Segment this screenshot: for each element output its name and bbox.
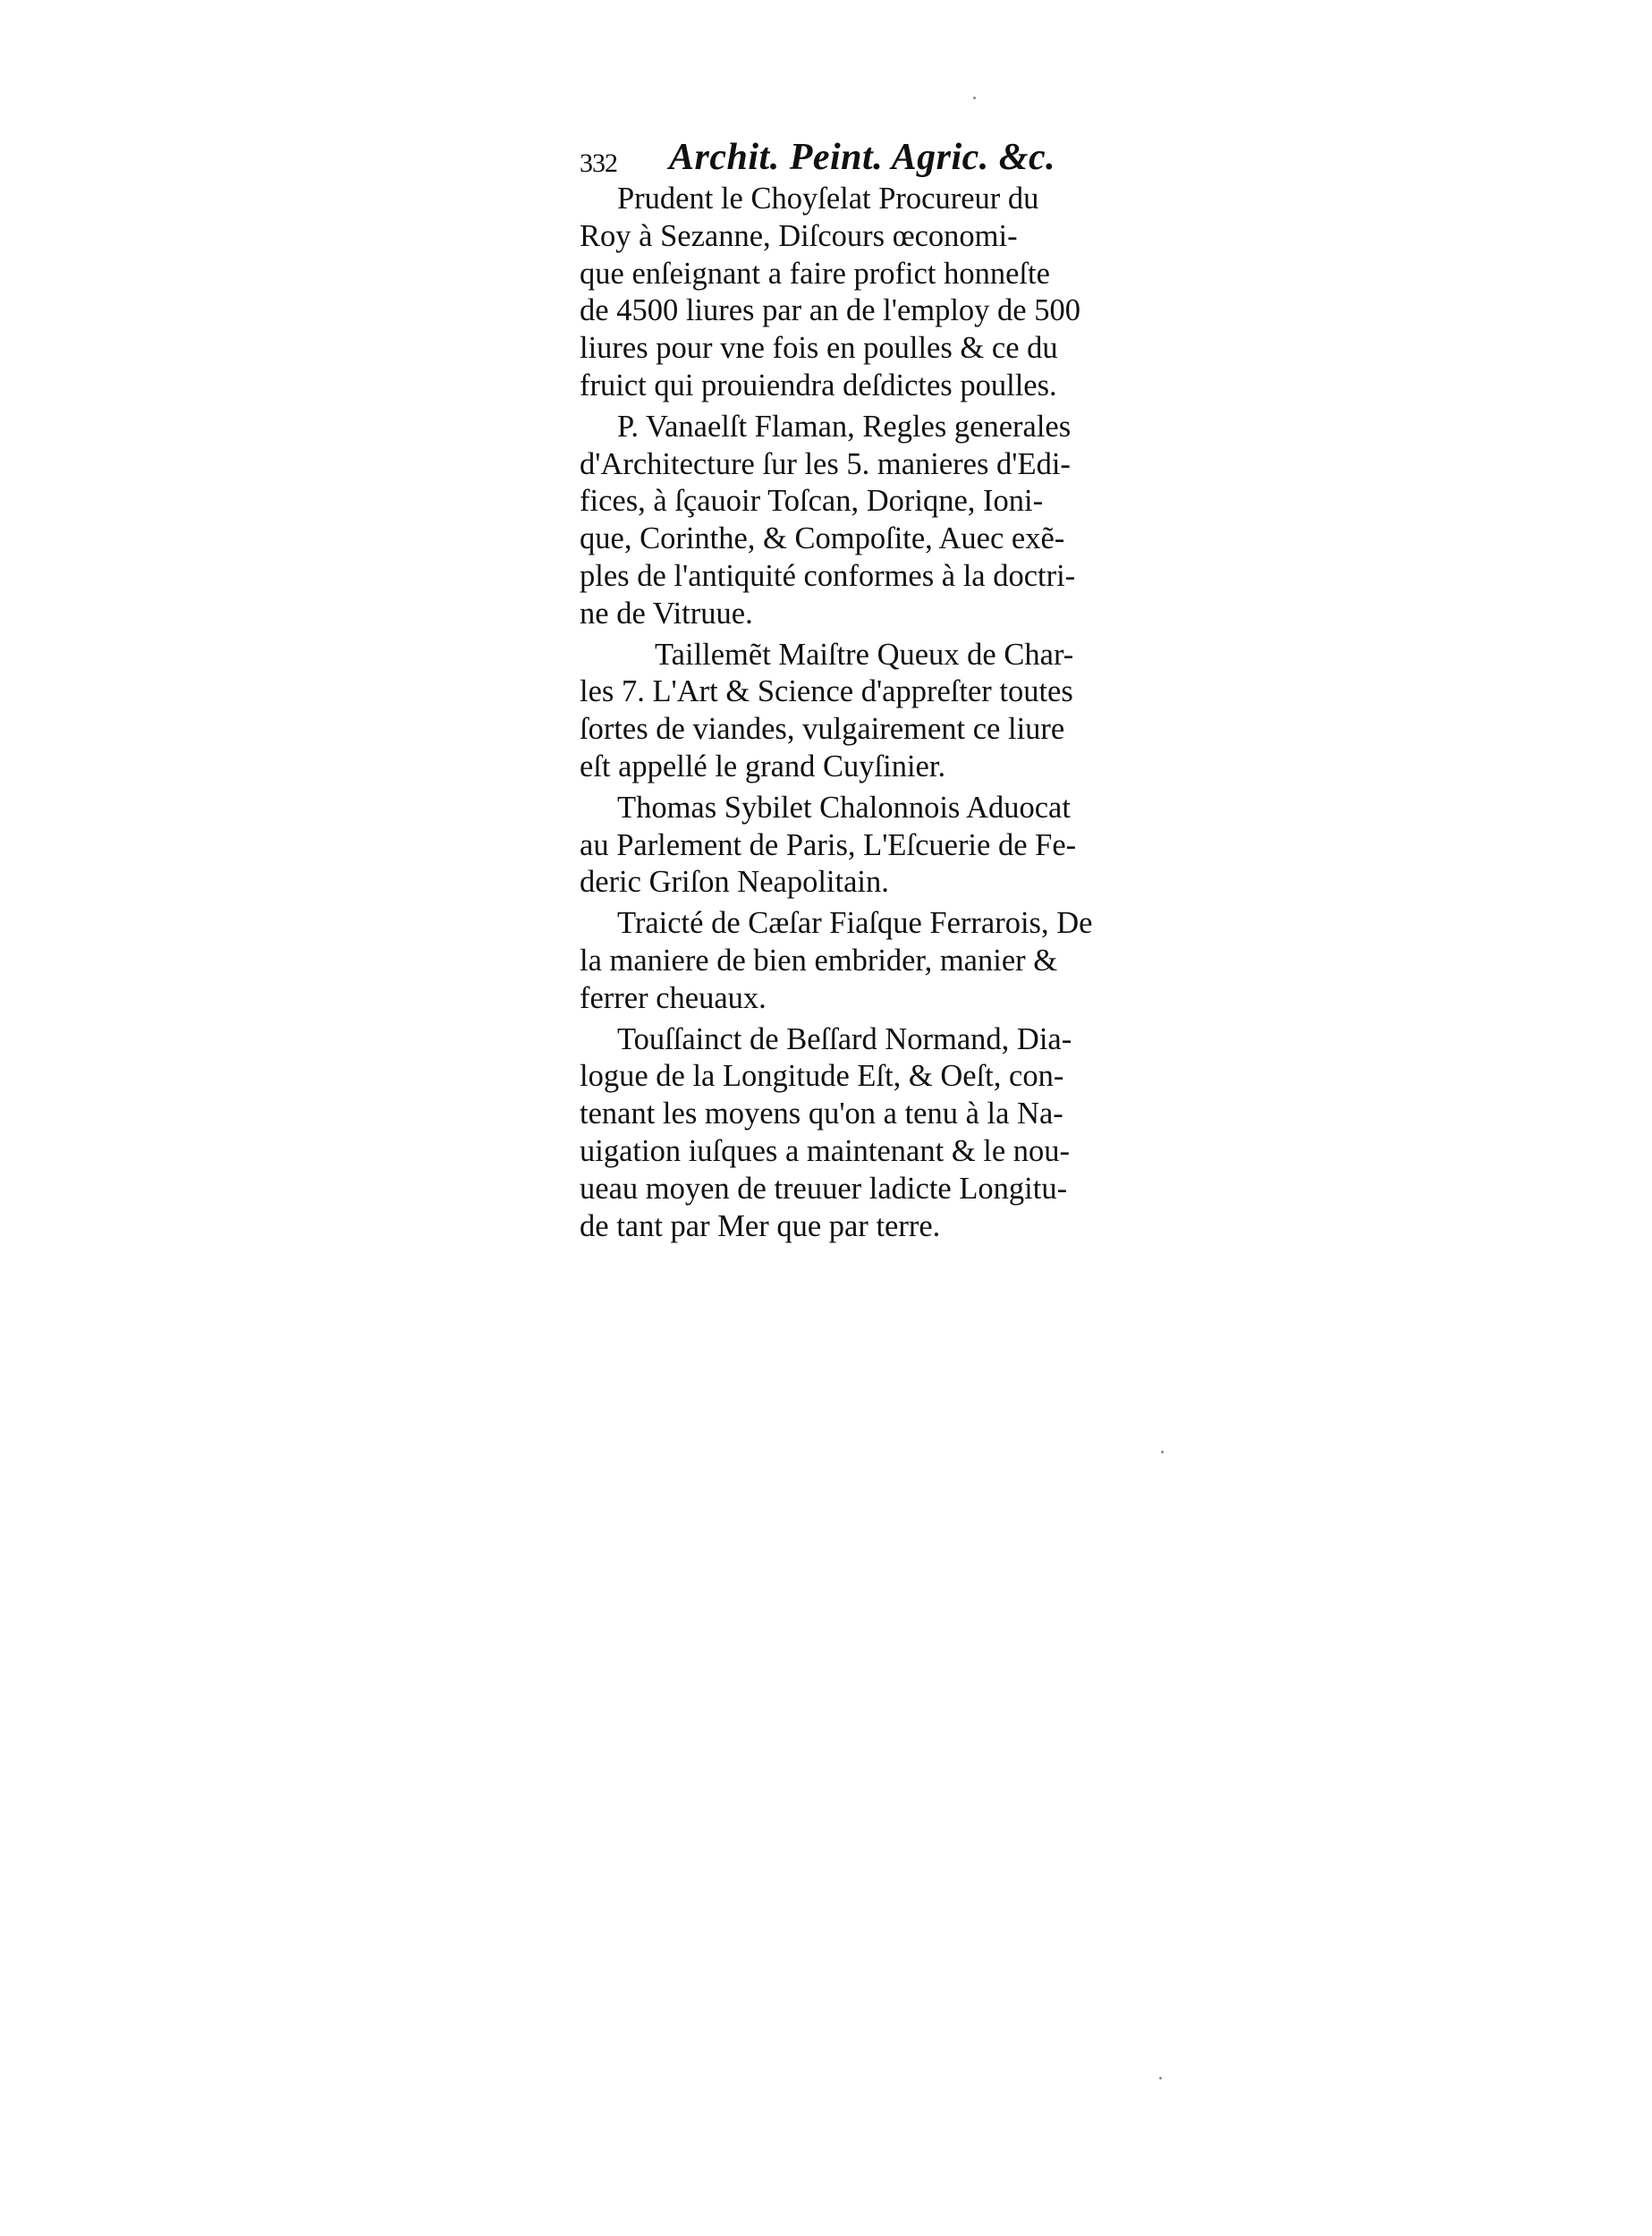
entry-line: ne de Vitruue. xyxy=(580,596,753,631)
entry-line: Prudent le Choyſelat Procureur du xyxy=(617,182,1039,216)
bibliography-entry xyxy=(580,905,1134,1017)
entry-line: tenant les moyens qu'on a tenu à la Na- xyxy=(580,1097,1063,1131)
scan-speck xyxy=(1161,1451,1164,1453)
entry-line: la maniere de bien embrider, manier & xyxy=(580,943,1058,978)
entry-line: fices, à ſçauoir Toſcan, Doriqne, Ioni- xyxy=(580,484,1044,519)
page-header xyxy=(580,137,1134,181)
entry-line: de 4500 liures par an de l'employ de 500 xyxy=(580,293,1080,328)
entry-line: liures pour vne fois en poulles & ce du xyxy=(580,331,1058,366)
entry-line: eſt appellé le grand Cuyſinier. xyxy=(580,749,946,783)
bibliography-entry xyxy=(580,790,1134,902)
entry-line: ſortes de viandes, vulgairement ce liure xyxy=(580,712,1065,747)
bibliography-entry xyxy=(580,181,1134,405)
bibliography-entry xyxy=(580,1021,1134,1246)
entry-line: que, Corinthe, & Compoſite, Auec exẽ- xyxy=(580,521,1065,556)
entry-line: Thomas Sybilet Chalonnois Aduocat xyxy=(617,790,1071,825)
scan-speck xyxy=(973,97,976,99)
entry-line: Touſſainct de Beſſard Normand, Dia- xyxy=(617,1021,1072,1056)
entry-line: que enſeignant a faire profict honneſte xyxy=(580,256,1050,291)
entry-line: ueau moyen de treuuer ladicte Longitu- xyxy=(580,1171,1068,1206)
entry-line: fruict qui prouiendra deſdictes poulles. xyxy=(580,368,1057,402)
entry-line: logue de la Longitude Eſt, & Oeſt, con- xyxy=(580,1059,1064,1094)
entry-line: Taillemẽt Maiſtre Queux de Char- xyxy=(655,637,1074,672)
running-title: Archit. Peint. Agric. &c. xyxy=(669,137,1056,178)
entry-line: P. Vanaelſt Flaman, Regles generales xyxy=(617,409,1072,444)
entry-line: uigation iuſques a maintenant & le nou- xyxy=(580,1133,1071,1168)
page-number: 332 xyxy=(580,148,617,178)
bibliography-entry xyxy=(580,637,1134,786)
entry-line: les 7. L'Art & Science d'appreſter toutes xyxy=(580,674,1073,709)
entry-line: de tant par Mer que par terre. xyxy=(580,1208,941,1243)
entry-list xyxy=(580,181,1134,1245)
entry-line: au Parlement de Paris, L'Eſcuerie de Fe- xyxy=(580,827,1077,862)
entry-line: ples de l'antiquité conformes à la doctri- xyxy=(580,558,1076,593)
text-block xyxy=(580,137,1134,1249)
entry-line: deric Griſon Neapolitain. xyxy=(580,865,889,900)
bibliography-entry xyxy=(580,409,1134,633)
entry-line: d'Architecture ſur les 5. manieres d'Edi- xyxy=(580,446,1071,481)
entry-line: Traicté de Cæſar Fiaſque Ferrarois, De xyxy=(617,906,1093,941)
entry-line: Roy à Sezanne, Diſcours œconomi- xyxy=(580,218,1018,253)
scan-speck xyxy=(1159,2077,1162,2079)
entry-line: ferrer cheuaux. xyxy=(580,980,767,1015)
